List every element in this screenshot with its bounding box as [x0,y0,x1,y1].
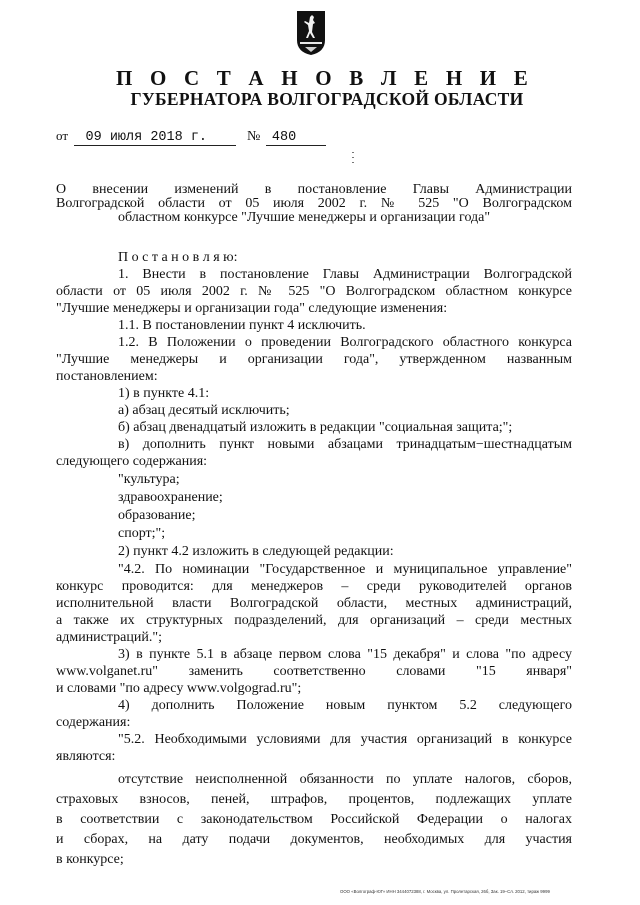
document-subtitle: ГУБЕРНАТОРА ВОЛГОГРАДСКОЙ ОБЛАСТИ [130,89,524,109]
number-label: № [247,129,261,144]
body-line: спорт;"; [118,526,166,541]
body-line: "Лучшие менеджеры и организации года", утвержденном названным [56,352,572,367]
body-line: в) дополнить пункт новыми абзацами тринадцатым−шестнадцатым [118,437,572,452]
body-line: конкурс проводится: для менеджеров – среди руководителей органов [56,579,572,594]
print-imprint-footer: ООО «Волгограф-ЮГ» ИНН 3444072388, г. Москва, ул. Пролетарская, 26б, Зак. 19–Сл. 2012, тираж 9999 [340,889,550,894]
body-line: 1) в пункте 4.1: [118,386,210,401]
registration-mark [352,152,354,153]
body-line: здравоохранение; [118,490,223,505]
body-line: 3) в пункте 5.1 в абзаце первом слова "15 декабря" и слова "по адресу [118,647,572,662]
body-line: исполнительной власти Волгоградской области, местных администраций, [56,596,572,611]
registration-mark [352,157,354,158]
body-line: П о с т а н о в л я ю: [118,250,238,265]
document-subject [56,183,572,225]
subject-line: областном конкурсе "Лучшие менеджеры и организации года" [118,210,491,225]
document-number: 480 [266,131,326,146]
body-line: и словами "по адресу www.volgograd.ru"; [56,681,302,696]
date-number-line [56,128,326,146]
subject-line: Волгоградской области от 05 июля 2002 г. № 525 "О Волгоградском [56,196,572,211]
body-line: а) абзац десятый исключить; [118,403,290,418]
body-line: образование; [118,508,196,523]
body-line: 1.1. В постановлении пункт 4 исключить. [118,318,366,333]
body-line: "Лучшие менеджеры и организации года" следующие изменения: [56,301,448,316]
body-line: содержания: [56,715,131,730]
body-line: "5.2. Необходимыми условиями для участия организаций в конкурсе [118,732,572,747]
subject-line: О внесении изменений в постановление Главы Администрации [56,182,572,197]
body-line: постановлением: [56,369,158,384]
body-line: страховых взносов, пеней, штрафов, процентов, подлежащих уплате [56,792,572,807]
document-date: 09 июля 2018 г. [74,131,236,146]
document-title: П О С Т А Н О В Л Е Н И Е [115,66,534,90]
body-line: являются: [56,749,116,764]
coat-of-arms-emblem [296,10,326,56]
registration-mark [352,162,354,163]
date-from-label: от [56,128,69,143]
body-line: "культура; [118,472,180,487]
body-line: в конкурсе; [56,852,124,867]
body-line: 2) пункт 4.2 изложить в следующей редакции: [118,544,394,559]
body-line: отсутствие неисполненной обязанности по уплате налогов, сборов, [118,772,572,787]
body-line: "4.2. По номинации "Государственное и муниципальное управление" [118,562,572,577]
body-line: 1.2. В Положении о проведении Волгоградского областного конкурса [118,335,572,350]
body-line: www.volganet.ru" заменить соответственно словами "15 января" [56,664,572,679]
body-line: области от 05 июля 2002 г. № 525 "О Волгоградском областном конкурсе [56,284,572,299]
body-line: в соответствии с законодательством Российской Федерации о налогах [56,812,572,827]
body-line: а также их структурных подразделений, для организаций – среди местных [56,613,572,628]
body-line: 1. Внести в постановление Главы Администрации Волгоградской [118,267,572,282]
body-line: администраций."; [56,630,162,645]
body-line: и сборах, на дату подачи документов, необходимых для участия [56,832,572,847]
body-line: б) абзац двенадцатый изложить в редакции "социальная защита;"; [118,420,513,435]
body-line: следующего содержания: [56,454,208,469]
body-line: 4) дополнить Положение новым пунктом 5.2 следующего [118,698,572,713]
